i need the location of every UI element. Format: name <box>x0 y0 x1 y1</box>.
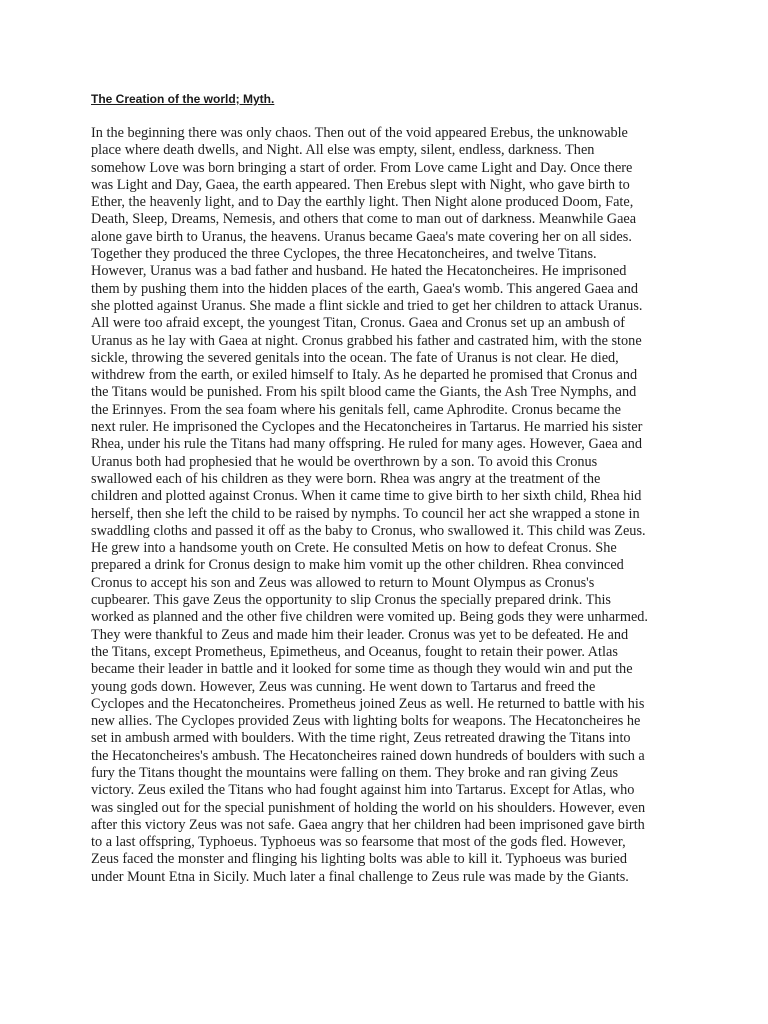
body-text-line: next ruler. He imprisoned the Cyclopes and the Hecatoncheires in Tartarus. He married his sister <box>91 419 643 436</box>
body-text-line: the Erinnyes. From the sea foam where his genitals fell, came Aphrodite. Cronus became the <box>91 401 622 418</box>
body-text-line: she plotted against Uranus. She made a flint sickle and tried to get her children to attack Uranus. <box>91 297 643 314</box>
document-body <box>91 125 691 886</box>
body-text-line: the Titans, except Prometheus, Epimetheus, and Oceanus, fought to retain their power. Atlas <box>91 643 618 660</box>
body-text-line: Death, Sleep, Dreams, Nemesis, and others that come to man out of darkness. Meanwhile Gaea <box>91 211 637 228</box>
body-text-line: was Light and Day, Gaea, the earth appeared. Then Erebus slept with Night, who gave birth to <box>91 176 630 193</box>
body-text-line: In the beginning there was only chaos. Then out of the void appeared Erebus, the unknowable <box>91 125 628 141</box>
body-text-line: young gods down. However, Zeus was cunning. He went down to Tartarus and freed the <box>91 678 596 695</box>
body-text-line: Zeus faced the monster and flinging his lighting bolts was able to kill it. Typhoeus was buried <box>91 851 627 868</box>
body-text-line: the Titans would be punished. From his spilt blood came the Giants, the Ash Tree Nymphs, and <box>91 384 637 401</box>
body-text-line: Cronus to accept his son and Zeus was allowed to return to Mount Olympus as Cronus's <box>91 574 595 591</box>
body-text-line: swallowed each of his children as they were born. Rhea was angry at the treatment of the <box>91 470 601 487</box>
body-text-line: fury the Titans thought the mountains were falling on them. They broke and ran giving Zeus <box>91 764 619 781</box>
body-text-line: new allies. The Cyclopes provided Zeus with lighting bolts for weapons. The Hecatoncheires he <box>91 713 641 730</box>
body-text-line: victory. Zeus exiled the Titans who had fought against him into Tartarus. Except for Atlas, who <box>91 782 635 799</box>
body-text-line: alone gave birth to Uranus, the heavens. Uranus became Gaea's mate covering her on all sides. <box>91 228 632 245</box>
body-text-line: Cyclopes and the Hecatoncheires. Prometheus joined Zeus as well. He returned to battle with his <box>91 695 645 712</box>
body-text-line: set in ambush armed with boulders. With the time right, Zeus retreated drawing the Titans into <box>91 730 631 747</box>
body-text-line: Uranus as he lay with Gaea at night. Cronus grabbed his father and castrated him, with the stone <box>91 332 642 349</box>
body-text-line: herself, then she left the child to be raised by nymphs. To council her act she wrapped a stone in <box>91 505 640 522</box>
body-text-line: Together they produced the three Cyclopes, the three Hecatoncheires, and twelve Titans. <box>91 246 597 263</box>
body-text-line: under Mount Etna in Sicily. Much later a final challenge to Zeus rule was made by the Giants. <box>91 868 629 885</box>
body-text-line: cupbearer. This gave Zeus the opportunity to slip Cronus the specially prepared drink. This <box>91 592 611 609</box>
document-title: The Creation of the world; Myth. <box>91 92 275 106</box>
body-text-line: became their leader in battle and it looked for some time as though they would win and put the <box>91 661 633 678</box>
body-text-line: They were thankful to Zeus and made him their leader. Cronus was yet to be defeated. He and <box>91 626 629 643</box>
body-text-line: prepared a drink for Cronus design to make him vomit up the other children. Rhea convinced <box>91 557 624 574</box>
body-text-line: somehow Love was born bringing a start of order. From Love came Light and Day. Once there <box>91 159 633 176</box>
body-text-line: worked as planned and the other five children were vomited up. Being gods they were unharmed. <box>91 609 649 626</box>
body-text-line: All were too afraid except, the youngest Titan, Cronus. Gaea and Cronus set up an ambush of <box>91 315 626 332</box>
body-text-line: place where death dwells, and Night. All else was empty, silent, endless, darkness. Then <box>91 142 595 159</box>
body-text-line: withdrew from the earth, or exiled himself to Italy. As he departed he promised that Cronus and <box>91 367 638 384</box>
body-text-line: was singled out for the special punishment of holding the world on his shoulders. However, even <box>91 799 646 816</box>
body-text-line: Ether, the heavenly light, and to Day the earthly light. Then Night alone produced Doom, Fate, <box>91 194 634 211</box>
body-text-line: them by pushing them into the hidden places of the earth, Gaea's womb. This angered Gaea and <box>91 280 639 297</box>
body-text-line: after this victory Zeus was not safe. Gaea angry that her children had been imprisoned gave birth <box>91 816 645 833</box>
body-text-line: sickle, throwing the severed genitals into the ocean. The fate of Uranus is not clear. He died, <box>91 349 619 366</box>
body-text-line: Uranus both had prophesied that he would be overthrown by a son. To avoid this Cronus <box>91 453 598 470</box>
body-text-line: However, Uranus was a bad father and husband. He hated the Hecatoncheires. He imprisoned <box>91 263 627 280</box>
body-text-line: He grew into a handsome youth on Crete. He consulted Metis on how to defeat Cronus. She <box>91 540 617 557</box>
body-text-line: children and plotted against Cronus. When it came time to give birth to her sixth child, Rhea hid <box>91 488 642 505</box>
body-text-line: to a last offspring, Typhoeus. Typhoeus was so fearsome that most of the gods fled. However, <box>91 834 626 851</box>
body-text-line: Rhea, under his rule the Titans had many offspring. He ruled for many ages. However, Gaea and <box>91 436 643 453</box>
body-text-line: the Hecatoncheires's ambush. The Hecatoncheires rained down hundreds of boulders with such a <box>91 747 645 764</box>
body-text-line: swaddling cloths and passed it off as the baby to Cronus, who swallowed it. This child was Zeus. <box>91 522 646 539</box>
